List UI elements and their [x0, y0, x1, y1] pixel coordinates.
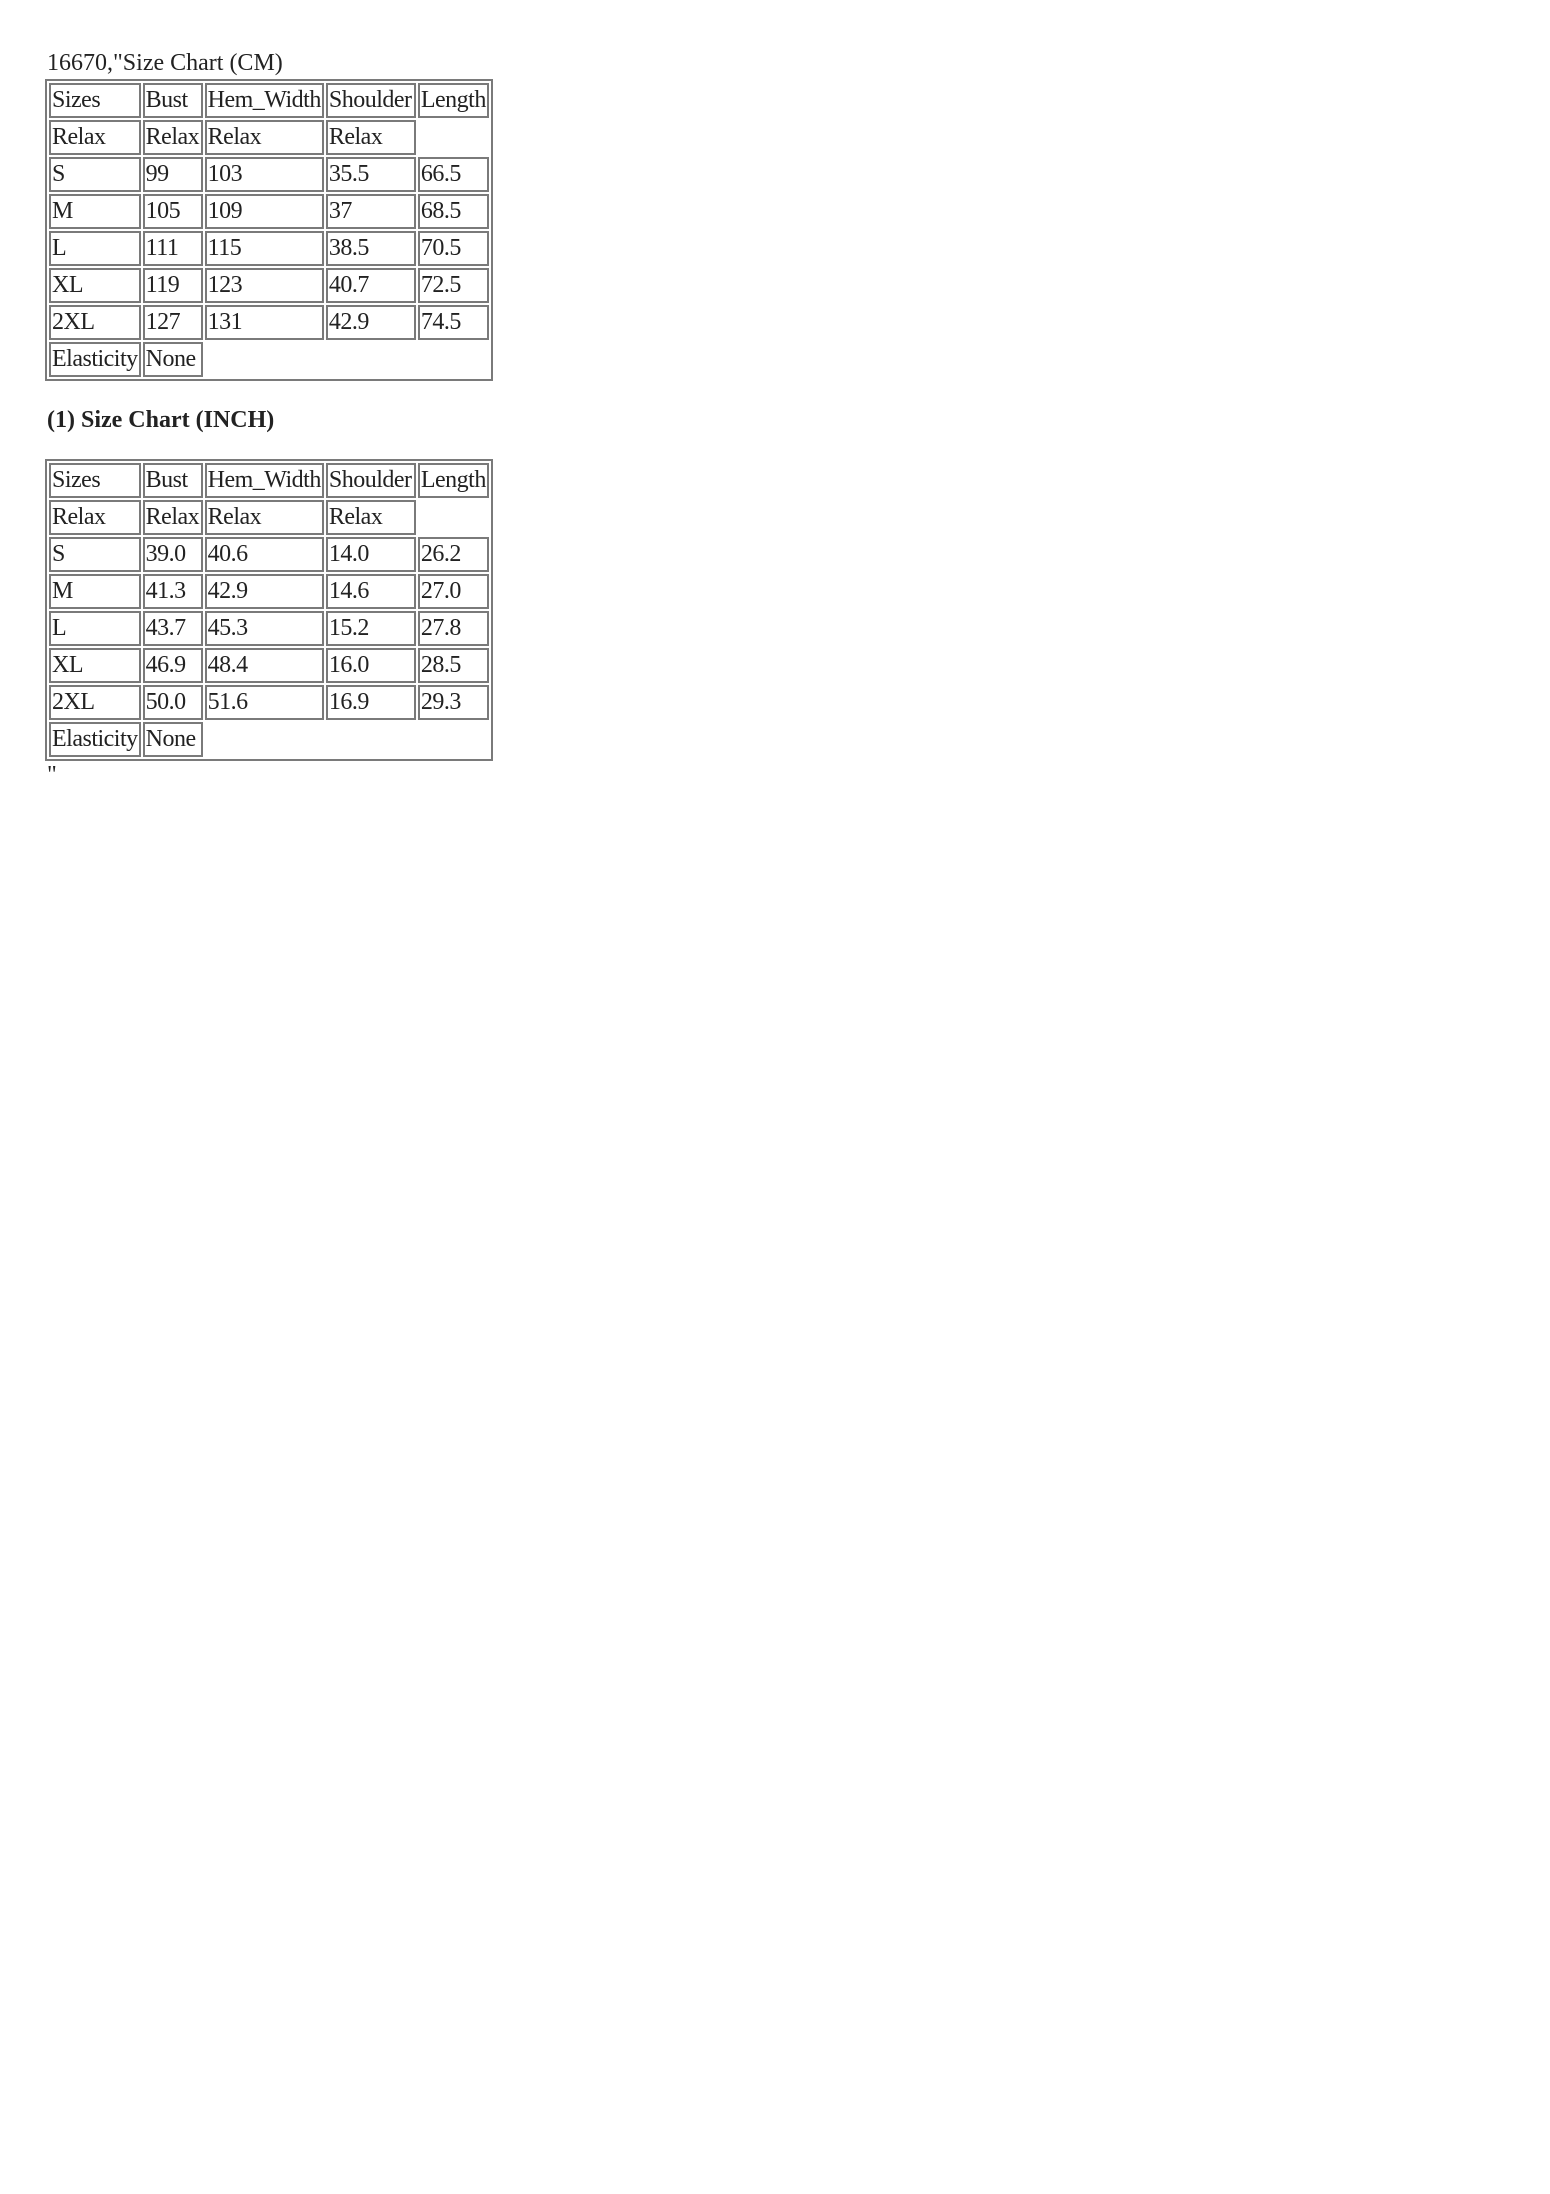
table-row [49, 611, 489, 646]
header-cell: Sizes [49, 463, 141, 498]
table-cell: 45.3 [205, 611, 324, 646]
table-cell: 119 [143, 268, 203, 303]
elasticity-row [49, 722, 489, 757]
header-cell: Length [418, 83, 489, 118]
table-cell: 42.9 [205, 574, 324, 609]
table-row [49, 537, 489, 572]
table-cell: XL [49, 268, 141, 303]
empty-cell [326, 722, 416, 757]
table-cell: S [49, 537, 141, 572]
header-cell: Hem_Width [205, 83, 324, 118]
table-row [49, 268, 489, 303]
table-row [49, 231, 489, 266]
table-cell: 70.5 [418, 231, 489, 266]
table-cell: Relax [205, 500, 324, 535]
closing-quote: " [47, 762, 57, 788]
size-chart-cm-table [45, 79, 493, 381]
table-cell: 40.7 [326, 268, 416, 303]
table-cell: 68.5 [418, 194, 489, 229]
table-cell: 109 [205, 194, 324, 229]
table-cell: 40.6 [205, 537, 324, 572]
table-cell: 14.6 [326, 574, 416, 609]
table-cell: 16.0 [326, 648, 416, 683]
table-cell: 28.5 [418, 648, 489, 683]
table-cell: 29.3 [418, 685, 489, 720]
table-cell: L [49, 611, 141, 646]
table-cell: 127 [143, 305, 203, 340]
table-cell: 41.3 [143, 574, 203, 609]
header-cell: Hem_Width [205, 463, 324, 498]
table-cell: 115 [205, 231, 324, 266]
table-cell: 46.9 [143, 648, 203, 683]
table-cell: Relax [143, 500, 203, 535]
header-cell: Shoulder [326, 83, 416, 118]
empty-cell [205, 722, 324, 757]
table-cell: 51.6 [205, 685, 324, 720]
table-cell: 103 [205, 157, 324, 192]
table-row [49, 574, 489, 609]
table-cell: 99 [143, 157, 203, 192]
table-cell: 27.8 [418, 611, 489, 646]
table-cell: S [49, 157, 141, 192]
table-cell: Elasticity [49, 342, 141, 377]
table-cell: XL [49, 648, 141, 683]
table-cell: 15.2 [326, 611, 416, 646]
relax-row [49, 120, 489, 155]
empty-cell [205, 342, 324, 377]
table-cell: Relax [326, 500, 416, 535]
intro-text: 16670,"Size Chart (CM) [47, 50, 283, 76]
empty-cell [418, 500, 489, 535]
table-row [49, 305, 489, 340]
table-cell: Relax [49, 120, 141, 155]
table-cell: 2XL [49, 305, 141, 340]
empty-cell [418, 120, 489, 155]
table-cell: 50.0 [143, 685, 203, 720]
inch-chart-heading: (1) Size Chart (INCH) [47, 407, 275, 433]
table-cell: 123 [205, 268, 324, 303]
empty-cell [326, 342, 416, 377]
document-page [47, 48, 1447, 787]
table-cell: 111 [143, 231, 203, 266]
table-cell: None [143, 722, 203, 757]
table-cell: Relax [143, 120, 203, 155]
header-cell: Shoulder [326, 463, 416, 498]
size-chart-inch-table [45, 459, 493, 761]
empty-cell [418, 342, 489, 377]
table-cell: 39.0 [143, 537, 203, 572]
table-cell: Relax [326, 120, 416, 155]
table-cell: 26.2 [418, 537, 489, 572]
table-cell: Relax [205, 120, 324, 155]
table-cell: 37 [326, 194, 416, 229]
table-cell: Elasticity [49, 722, 141, 757]
table-cell: 42.9 [326, 305, 416, 340]
header-cell: Length [418, 463, 489, 498]
table-header-row [49, 463, 489, 498]
table-cell: 14.0 [326, 537, 416, 572]
table-cell: 72.5 [418, 268, 489, 303]
empty-cell [418, 722, 489, 757]
table-cell: 16.9 [326, 685, 416, 720]
table-cell: 105 [143, 194, 203, 229]
header-cell: Bust [143, 463, 203, 498]
table-cell: L [49, 231, 141, 266]
table-cell: M [49, 574, 141, 609]
table-cell: 48.4 [205, 648, 324, 683]
table-row [49, 194, 489, 229]
elasticity-row [49, 342, 489, 377]
header-cell: Bust [143, 83, 203, 118]
table-cell: 27.0 [418, 574, 489, 609]
table-cell: 38.5 [326, 231, 416, 266]
table-cell: 35.5 [326, 157, 416, 192]
table-cell: 43.7 [143, 611, 203, 646]
table-cell: M [49, 194, 141, 229]
table-header-row [49, 83, 489, 118]
table-row [49, 648, 489, 683]
table-cell: 131 [205, 305, 324, 340]
relax-row [49, 500, 489, 535]
table-cell: None [143, 342, 203, 377]
table-row [49, 157, 489, 192]
table-cell: 66.5 [418, 157, 489, 192]
header-cell: Sizes [49, 83, 141, 118]
table-row [49, 685, 489, 720]
table-cell: Relax [49, 500, 141, 535]
table-cell: 2XL [49, 685, 141, 720]
table-cell: 74.5 [418, 305, 489, 340]
